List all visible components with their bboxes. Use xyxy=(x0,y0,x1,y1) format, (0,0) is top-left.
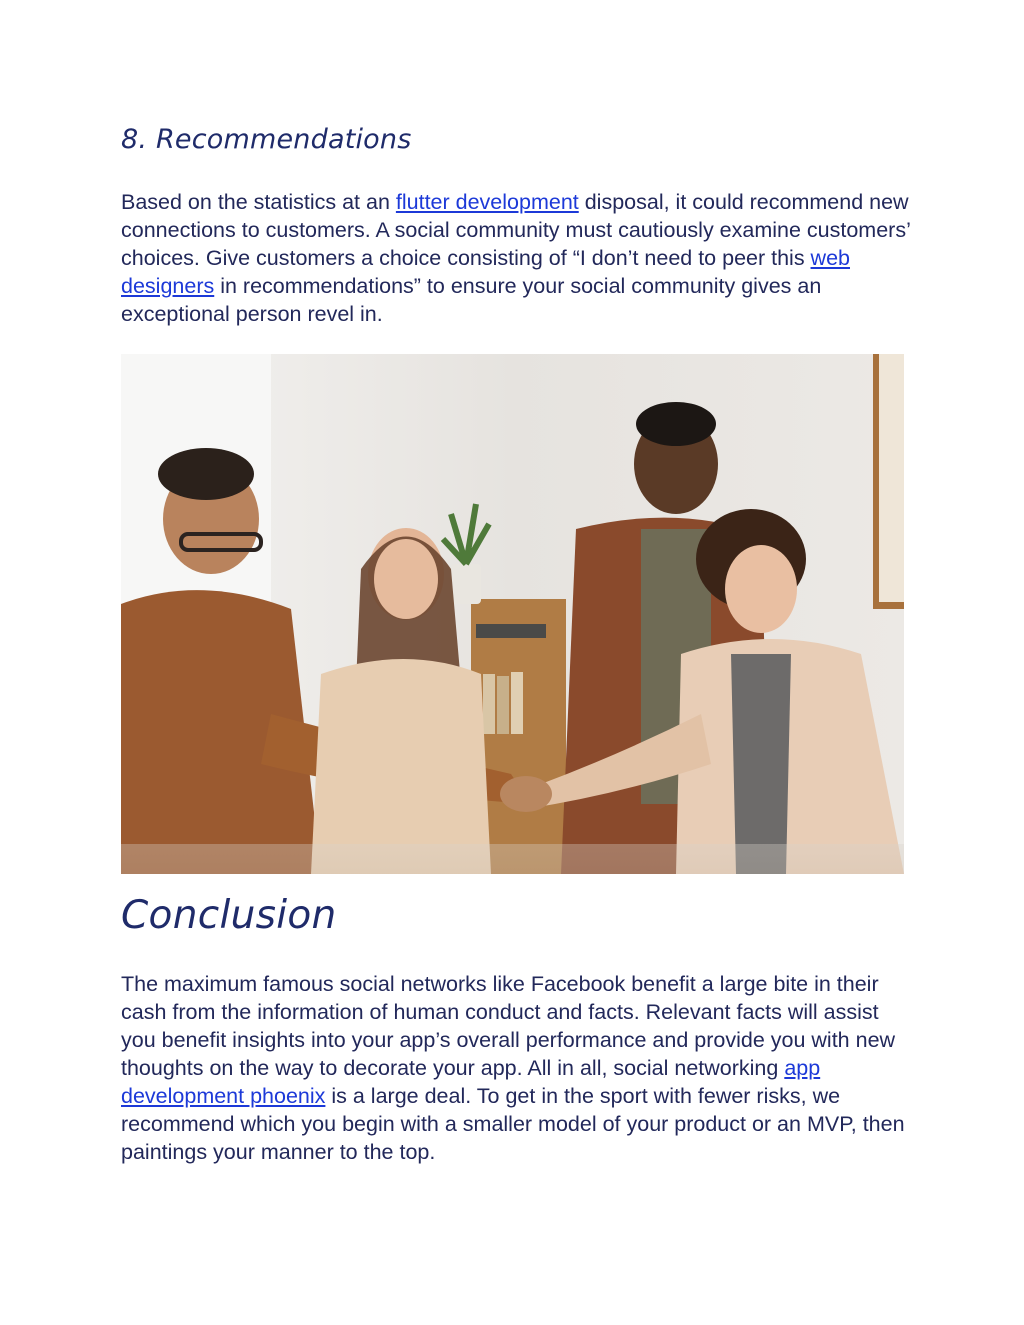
paragraph-text: The maximum famous social networks like Facebook benefit a large bite in their cash from the information of human conduct and facts. Relevant facts will assist you benefit insights into your app’s overall performance and provide you with new thoughts on the way to decorate your app. All in all, social networking xyxy=(121,972,896,1080)
handshake-photo xyxy=(121,354,904,874)
paragraph-text: disposal, it could recommend new connections to customers. A social community must cautiously examine customers’ choices. Give customers a choice consisting of “I don’t need to peer this xyxy=(121,190,911,270)
paragraph-text: Based on the statistics at an xyxy=(121,190,396,214)
flutter-development-link[interactable]: flutter development xyxy=(395,190,579,214)
conclusion-paragraph xyxy=(121,970,911,1166)
conclusion-heading: Conclusion xyxy=(121,893,337,938)
recommendations-paragraph xyxy=(121,188,911,328)
web-designers-link[interactable]: web designers xyxy=(121,246,850,298)
paragraph-text: is a large deal. To get in the sport with fewer risks, we recommend which you begin with a smaller model of your product or an MVP, then paintings your manner to the top. xyxy=(121,1084,905,1164)
app-development-phoenix-link[interactable]: app development phoenix xyxy=(121,1056,821,1108)
section-heading: 8. Recommendations xyxy=(121,124,412,155)
paragraph-text: in recommendations” to ensure your social community gives an exceptional person revel in. xyxy=(121,274,822,326)
